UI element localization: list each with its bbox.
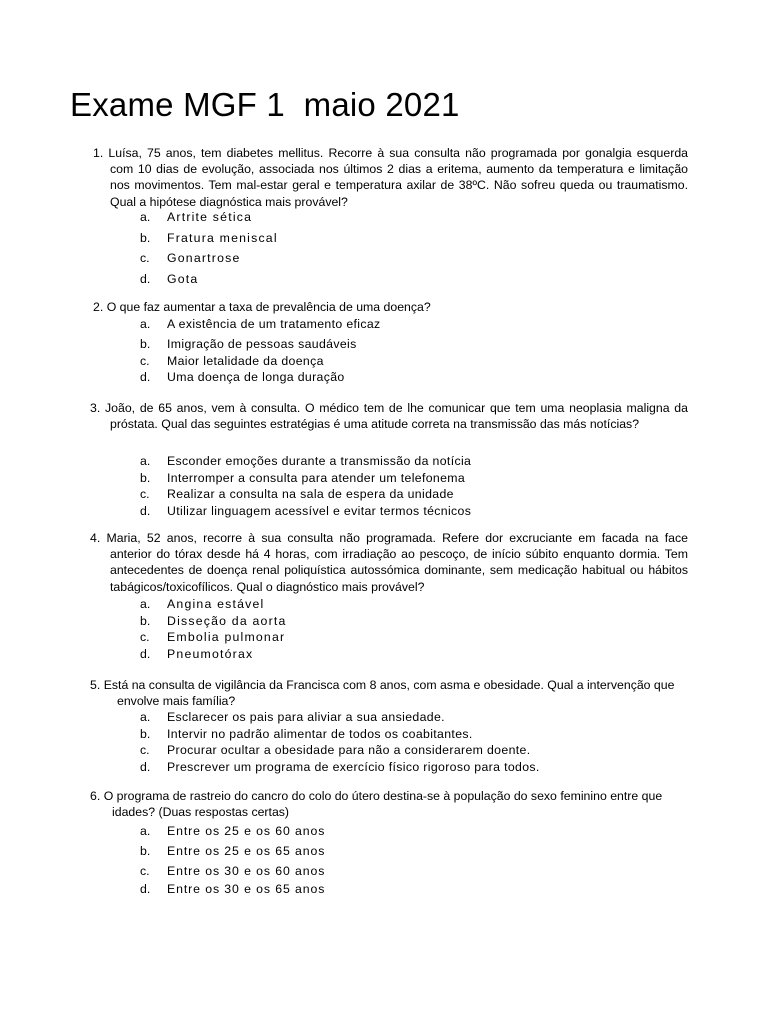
option-text: Gota: [167, 271, 199, 286]
question-number: 5.: [90, 678, 101, 692]
option-text: Embolia pulmonar: [167, 630, 286, 644]
option-letter: c.: [140, 353, 150, 368]
question-text: O programa de rastreio do cancro do colo do útero destina-se à população do sexo feminino entre que idades? (Duas respostas certas): [103, 789, 663, 820]
option-c[interactable]: [140, 742, 700, 759]
question-number: 1.: [93, 146, 104, 160]
question-2-options: [140, 316, 660, 386]
option-letter: b.: [140, 613, 151, 628]
option-letter: c.: [140, 630, 150, 644]
question-text: O que faz aumentar a taxa de prevalência de uma doença?: [106, 300, 431, 314]
option-letter: c.: [140, 251, 150, 265]
option-d[interactable]: [140, 369, 660, 386]
option-text: Maior letalidade da doença: [167, 353, 324, 368]
option-text: Realizar a consulta na sala de espera da unidade: [167, 487, 454, 501]
option-c[interactable]: [140, 250, 660, 271]
option-text: Entre os 30 e os 65 anos: [167, 882, 326, 896]
question-number: 4.: [90, 531, 101, 545]
option-c[interactable]: [140, 486, 660, 503]
option-text: Entre os 30 e os 60 anos: [167, 864, 326, 878]
question-number: 3.: [90, 401, 101, 415]
option-d[interactable]: [140, 759, 700, 776]
question-text: João, de 65 anos, vem à consulta. O médico tem de lhe comunicar que tem uma neoplasia maligna da próstata. Qual das seguintes estratégias é uma atitude correta na transmissão das más notícias?: [105, 401, 688, 432]
option-a[interactable]: [140, 453, 660, 470]
option-letter: b.: [140, 844, 151, 858]
option-text: Pneumotórax: [167, 646, 254, 661]
question-number: 2.: [93, 300, 104, 314]
option-letter: d.: [140, 503, 151, 518]
option-a[interactable]: [140, 709, 700, 726]
option-text: Utilizar linguagem acessível e evitar termos técnicos: [167, 503, 472, 518]
question-1-stem: [93, 145, 688, 210]
option-text: A existência de um tratamento eficaz: [167, 317, 381, 331]
option-b[interactable]: [140, 843, 660, 863]
option-b[interactable]: [140, 613, 660, 630]
option-text: Procurar ocultar a obesidade para não a considerarem doente.: [167, 743, 531, 757]
option-b[interactable]: [140, 336, 660, 353]
option-text: Intervir no padrão alimentar de todos os coabitantes.: [167, 726, 473, 741]
option-b[interactable]: [140, 230, 660, 251]
question-3: [90, 400, 688, 432]
option-letter: b.: [140, 726, 151, 741]
option-text: Interromper a consulta para atender um telefonema: [167, 470, 466, 485]
option-text: Imigração de pessoas saudáveis: [167, 337, 357, 351]
option-letter: d.: [140, 271, 151, 286]
option-c[interactable]: [140, 353, 660, 370]
question-6: [90, 788, 690, 820]
option-text: Artrite sética: [167, 210, 253, 224]
option-letter: a.: [140, 317, 151, 331]
option-letter: a.: [140, 597, 151, 611]
option-letter: b.: [140, 337, 151, 351]
option-letter: a.: [140, 824, 151, 838]
option-letter: c.: [140, 487, 150, 501]
option-letter: a.: [140, 454, 151, 468]
option-text: Entre os 25 e os 65 anos: [167, 844, 326, 858]
option-letter: c.: [140, 743, 150, 757]
option-text: Angina estável: [167, 597, 265, 611]
option-text: Entre os 25 e os 60 anos: [167, 824, 326, 838]
option-letter: c.: [140, 864, 150, 878]
question-5: [90, 677, 692, 709]
question-5-stem: [90, 677, 692, 709]
option-letter: d.: [140, 370, 151, 384]
option-c[interactable]: [140, 629, 660, 646]
option-letter: b.: [140, 470, 151, 485]
question-1-options: [140, 209, 660, 291]
option-b[interactable]: [140, 726, 700, 743]
option-text: Fratura meniscal: [167, 230, 278, 245]
page-title: Exame MGF 1 maio 2021: [70, 86, 460, 123]
question-5-options: [140, 709, 700, 775]
question-4: [90, 530, 688, 595]
question-3-options: [140, 453, 660, 519]
question-2-stem: [93, 299, 693, 315]
question-text: Maria, 52 anos, recorre à sua consulta não programada. Refere dor excruciante em facada na face anterior do tórax desde há 4 horas, com irradiação ao pescoço, de início súbito enquanto dormia. Tem antecedentes de doença renal poliquística autossómica dominante, sem medicação habitual ou hábitos tabágicos/toxicofílicos. Qual o diagnóstico mais provável?: [106, 531, 688, 594]
option-a[interactable]: [140, 596, 660, 613]
option-letter: b.: [140, 230, 151, 245]
question-number: 6.: [90, 789, 101, 803]
question-2: [93, 299, 693, 315]
option-text: Prescrever um programa de exercício físico rigoroso para todos.: [167, 759, 540, 774]
option-text: Uma doença de longa duração: [167, 370, 345, 384]
option-text: Gonartrose: [167, 251, 241, 265]
question-3-stem: [90, 400, 688, 432]
option-b[interactable]: [140, 470, 660, 487]
question-6-options: [140, 823, 660, 898]
question-4-options: [140, 596, 660, 662]
option-d[interactable]: [140, 271, 660, 292]
question-1: [93, 145, 688, 210]
option-d[interactable]: [140, 881, 660, 898]
option-d[interactable]: [140, 503, 660, 520]
option-letter: d.: [140, 646, 151, 661]
option-d[interactable]: [140, 646, 660, 663]
option-letter: a.: [140, 710, 151, 724]
option-letter: a.: [140, 210, 151, 224]
question-text: Está na consulta de vigilância da Francisca com 8 anos, com asma e obesidade. Qual a intervenção que envolve mais família?: [103, 678, 675, 709]
option-c[interactable]: [140, 863, 660, 881]
option-a[interactable]: [140, 209, 660, 230]
option-a[interactable]: [140, 316, 660, 336]
option-letter: d.: [140, 759, 151, 774]
option-letter: d.: [140, 882, 151, 896]
question-4-stem: [90, 530, 688, 595]
question-text: Luísa, 75 anos, tem diabetes mellitus. Recorre à sua consulta não programada por gonalgia esquerda com 10 dias de evolução, associada nos últimos 2 dias a eritema, aumento da temperatura e limitação nos movimentos. Tem mal-estar geral e temperatura axilar de 38ºC. Não sofreu queda ou traumatismo. Qual a hipótese diagnóstica mais provável?: [108, 146, 688, 209]
option-text: Esconder emoções durante a transmissão da notícia: [167, 454, 472, 468]
option-text: Esclarecer os pais para aliviar a sua ansiedade.: [167, 710, 445, 724]
option-a[interactable]: [140, 823, 660, 843]
option-text: Disseção da aorta: [167, 613, 287, 628]
question-6-stem: [90, 788, 690, 820]
